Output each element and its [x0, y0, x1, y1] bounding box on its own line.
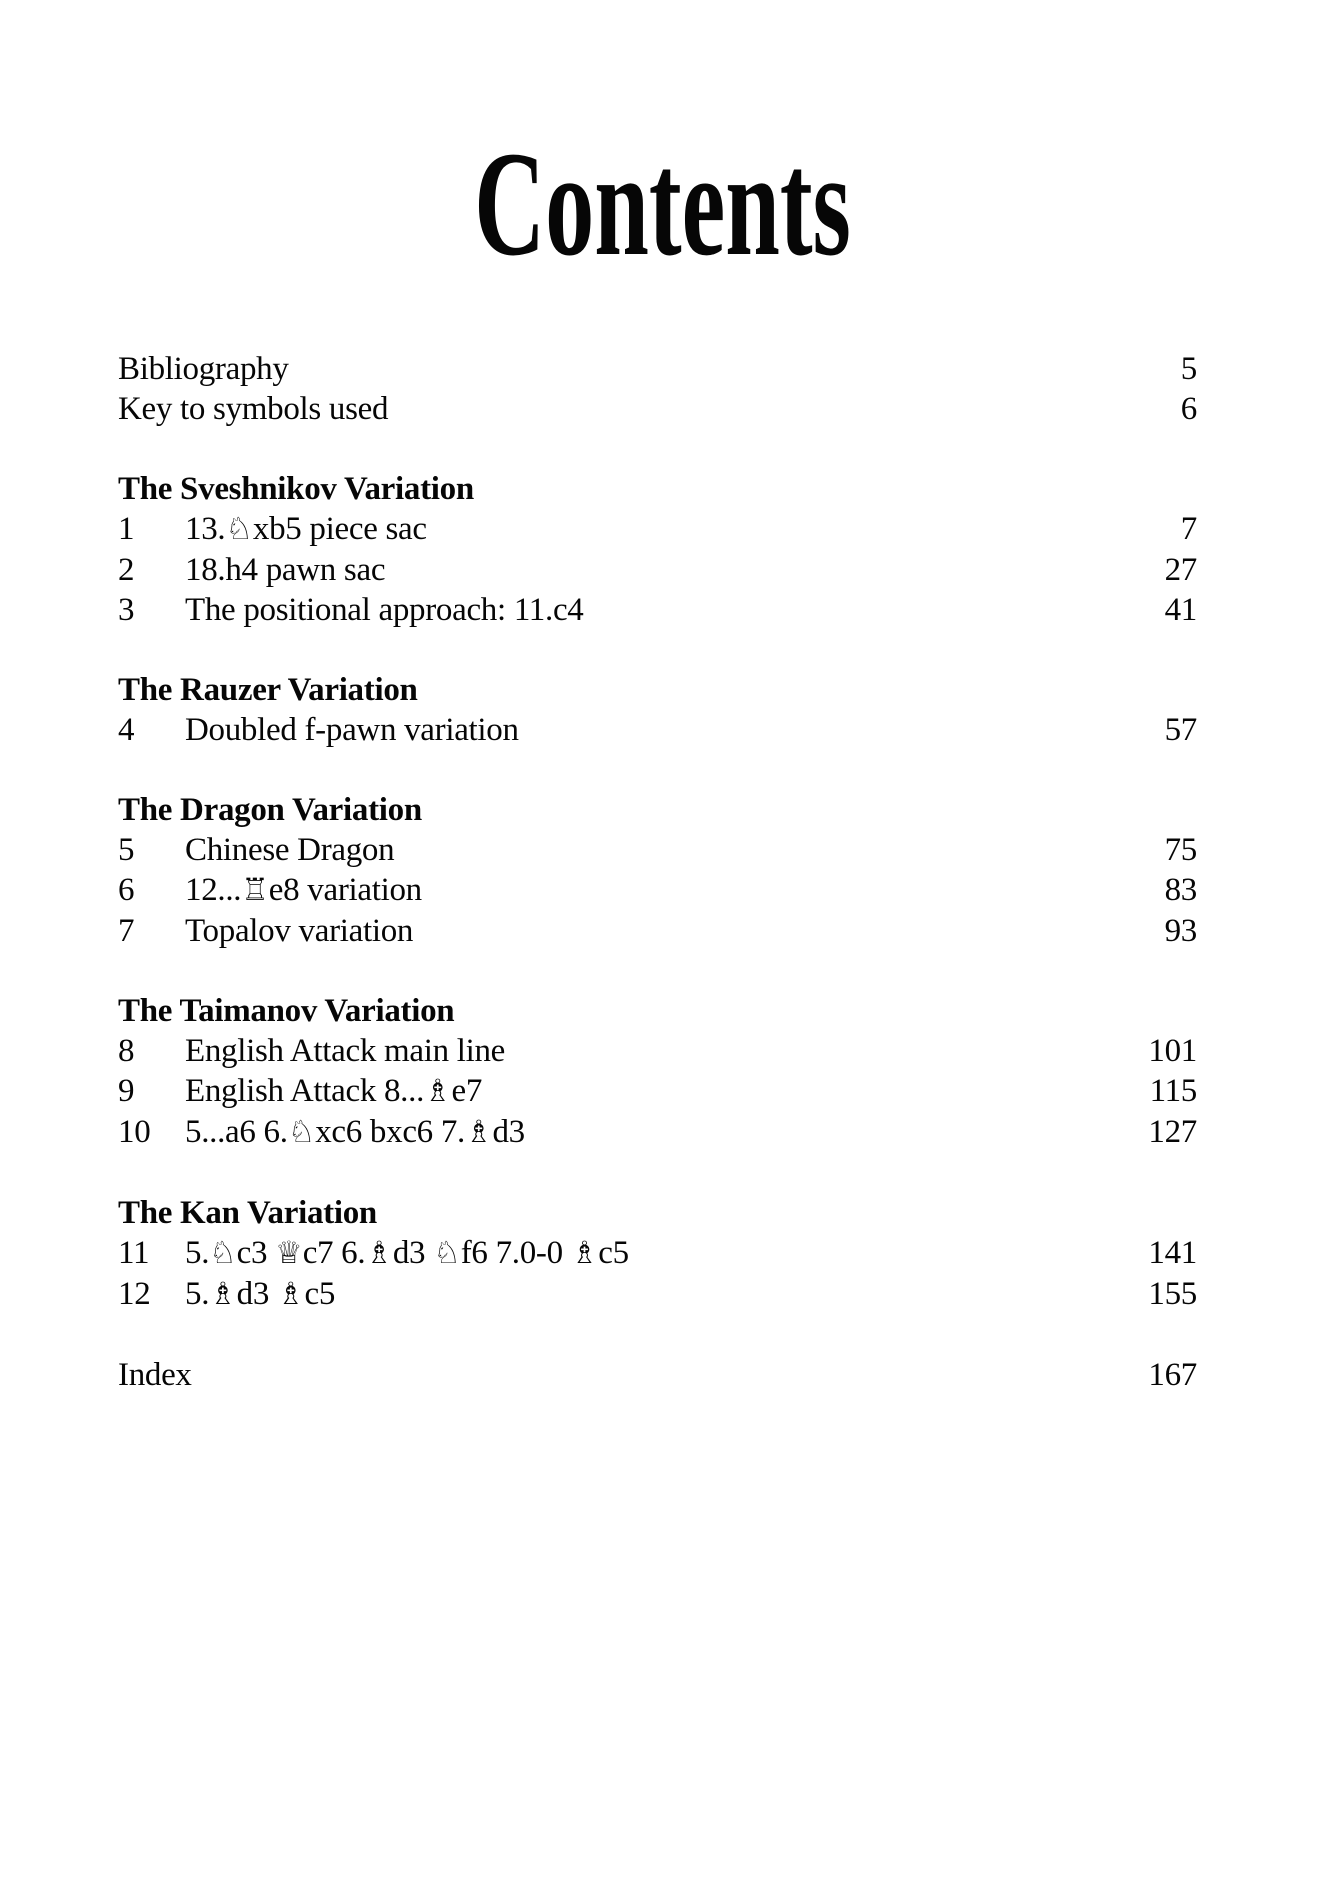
toc-entry-label: Bibliography [118, 351, 289, 387]
section-heading [118, 469, 1197, 509]
chapter-entry [118, 1274, 1197, 1315]
chapter-number: 10 [118, 1114, 151, 1150]
chapter-title: 13.♘xb5 piece sac [185, 511, 427, 547]
section-heading [118, 670, 1197, 710]
chapter-entry [118, 550, 1197, 590]
toc-entry-label: Index [118, 1357, 192, 1393]
chapter-title: 5.♗d3 ♗c5 [185, 1276, 336, 1312]
chapter-page-number: 115 [1149, 1073, 1197, 1109]
chapter-title: English Attack 8...♗e7 [185, 1073, 483, 1109]
chess-piece-glyph: ♗ [424, 1074, 452, 1109]
chapter-page-number: 57 [1164, 712, 1197, 748]
chapter-page-number: 27 [1164, 552, 1197, 588]
chess-piece-glyph: ♗ [209, 1277, 237, 1312]
chapter-number: 7 [118, 913, 135, 949]
chapter-title: English Attack main line [185, 1033, 505, 1069]
chess-piece-glyph: ♗ [277, 1277, 305, 1312]
chess-piece-glyph: ♗ [464, 1115, 493, 1150]
chapter-number: 9 [118, 1073, 135, 1109]
section-heading [118, 790, 1197, 830]
chess-piece-glyph: ♘ [209, 1236, 237, 1271]
chapter-entry [118, 911, 1197, 951]
toc-entry [118, 1355, 1197, 1395]
chapter-number: 2 [118, 552, 135, 588]
chapter-page-number: 141 [1148, 1235, 1197, 1271]
chapter-page-number: 7 [1180, 511, 1197, 547]
toc-entry-page-number: 167 [1148, 1357, 1197, 1393]
chapter-number: 6 [118, 872, 135, 908]
chapter-entry [118, 1112, 1197, 1153]
chess-piece-glyph: ♖ [241, 873, 269, 908]
section-heading-label: The Taimanov Variation [118, 993, 455, 1029]
chapter-entry [118, 870, 1197, 911]
chapter-page-number: 75 [1164, 832, 1197, 868]
chapter-entry [118, 1071, 1197, 1112]
chapter-page-number: 155 [1148, 1276, 1197, 1312]
toc-entry [118, 389, 1197, 429]
chapter-entry [118, 830, 1197, 870]
chapter-number: 3 [118, 592, 135, 628]
chapter-title: 5...a6 6.♘xc6 bxc6 7.♗d3 [185, 1114, 525, 1150]
toc-entry-page-number: 5 [1180, 351, 1197, 387]
chess-piece-glyph: ♗ [365, 1236, 393, 1271]
chapter-title: 5.♘c3 ♕c7 6.♗d3 ♘f6 7.0-0 ♗c5 [185, 1235, 629, 1271]
chapter-number: 4 [118, 712, 135, 748]
chapter-entry [118, 1031, 1197, 1071]
chess-piece-glyph: ♘ [287, 1115, 316, 1150]
chapter-page-number: 93 [1164, 913, 1197, 949]
chapter-number: 12 [118, 1276, 151, 1312]
chapter-title: Topalov variation [185, 913, 414, 949]
section-heading [118, 991, 1197, 1031]
section-heading-label: The Kan Variation [118, 1195, 377, 1231]
chapter-title: 12...♖e8 variation [185, 872, 422, 908]
chess-piece-glyph: ♘ [225, 512, 253, 547]
section-heading-label: The Sveshnikov Variation [118, 471, 474, 507]
section-heading-label: The Dragon Variation [118, 792, 422, 828]
chess-piece-glyph: ♕ [275, 1236, 303, 1271]
section-heading [118, 1193, 1197, 1233]
chapter-number: 5 [118, 832, 135, 868]
chapter-number: 8 [118, 1033, 135, 1069]
chapter-title: 18.h4 pawn sac [185, 552, 386, 588]
toc-entry [118, 349, 1197, 389]
toc-entry-label: Key to symbols used [118, 391, 389, 427]
section-heading-label: The Rauzer Variation [118, 672, 418, 708]
chapter-page-number: 41 [1164, 592, 1197, 628]
chapter-title: Doubled f-pawn variation [185, 712, 519, 748]
chapter-number: 1 [118, 511, 135, 547]
chapter-number: 11 [118, 1235, 150, 1271]
chapter-page-number: 127 [1148, 1114, 1197, 1150]
toc-entry-page-number: 6 [1180, 391, 1197, 427]
chapter-entry [118, 509, 1197, 550]
chapter-entry [118, 710, 1197, 750]
page-title: Contents [474, 121, 851, 287]
chapter-entry [118, 1233, 1197, 1274]
toc-list [118, 349, 1197, 1395]
chapter-entry [118, 590, 1197, 630]
chapter-title: The positional approach: 11.c4 [185, 592, 584, 628]
chapter-title: Chinese Dragon [185, 832, 395, 868]
chapter-page-number: 101 [1148, 1033, 1197, 1069]
chess-piece-glyph: ♗ [570, 1236, 599, 1271]
chess-piece-glyph: ♘ [433, 1236, 461, 1271]
chapter-page-number: 83 [1164, 872, 1197, 908]
